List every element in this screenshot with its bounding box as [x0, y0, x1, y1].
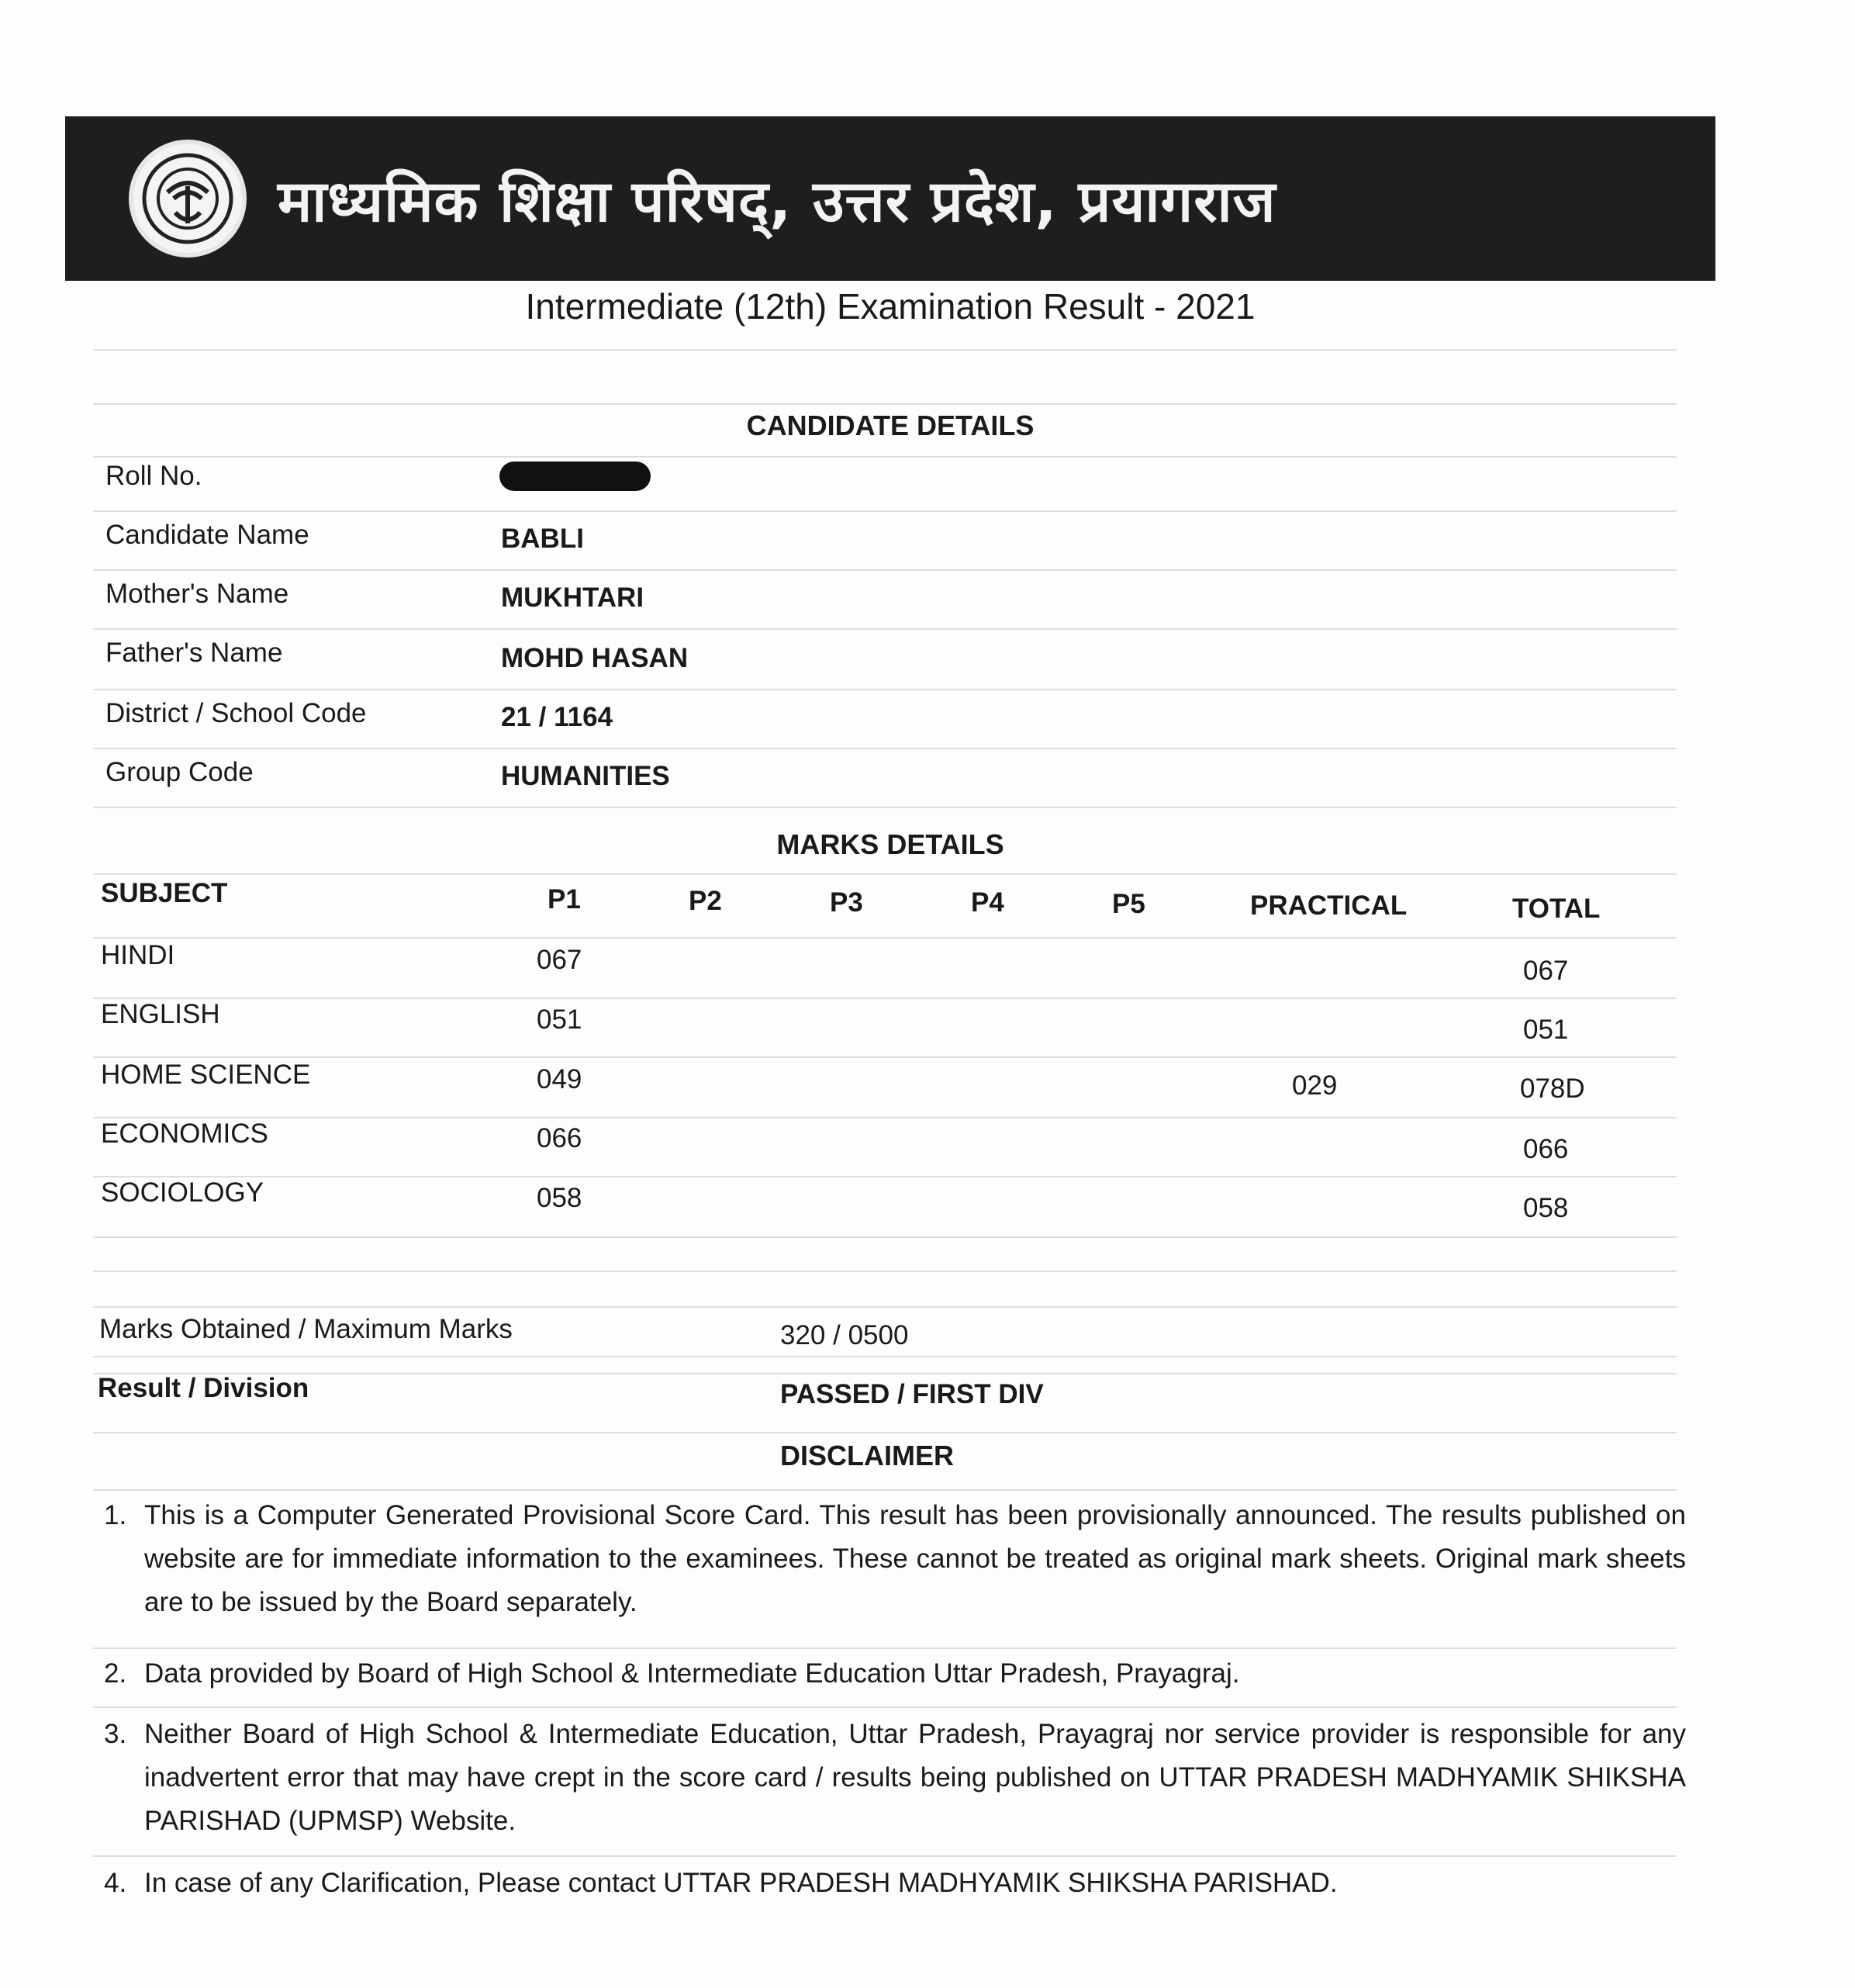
- disclaimer-text: This is a Computer Generated Provisional Score Card. This result has been provisionally announced. The results published on website are for immediate information to the examinees. These cannot be treated as original mark sheets. Original mark sheets are to be issued by the Board separately.: [144, 1500, 1686, 1617]
- father-name-value: MOHD HASAN: [501, 643, 689, 673]
- group-code-label: Group Code: [105, 757, 254, 787]
- divider: [93, 997, 1677, 999]
- divider: [93, 349, 1677, 351]
- divider: [93, 689, 1677, 690]
- divider: [93, 1647, 1677, 1649]
- marks-obtained-value: 320 / 0500: [780, 1320, 909, 1350]
- marks-obtained-label: Marks Obtained / Maximum Marks: [99, 1314, 513, 1344]
- col-header-p1: P1: [548, 884, 581, 914]
- result-division-label: Result / Division: [98, 1373, 309, 1403]
- divider: [93, 1236, 1677, 1238]
- subject-name: HOME SCIENCE: [101, 1060, 311, 1090]
- subject-name: ENGLISH: [101, 999, 220, 1029]
- col-header-p3: P3: [830, 887, 863, 918]
- disclaimer-item: [104, 1713, 1686, 1843]
- divider: [93, 748, 1677, 749]
- disclaimer-text: Neither Board of High School & Intermediate Education, Uttar Pradesh, Prayagraj nor service provider is responsible for any inadvertent error that may have crept in the score card / results being published on UTTAR PRADESH MADHYAMIK SHIKSHA PARISHAD (UPMSP) Website.: [144, 1719, 1686, 1836]
- disclaimer-number: 2.: [104, 1658, 127, 1689]
- divider: [93, 1056, 1677, 1058]
- father-name-label: Father's Name: [105, 638, 283, 668]
- district-school-code-label: District / School Code: [105, 698, 367, 728]
- subject-name: ECONOMICS: [101, 1118, 268, 1149]
- roll-no-label: Roll No.: [105, 461, 202, 491]
- p1-mark: 058: [537, 1183, 582, 1213]
- p1-mark: 066: [537, 1123, 582, 1153]
- col-header-practical: PRACTICAL: [1250, 890, 1408, 921]
- p1-mark: 051: [537, 1004, 582, 1035]
- result-sheet: [65, 116, 1715, 1962]
- subject-name: HINDI: [101, 940, 175, 970]
- divider: [93, 873, 1677, 875]
- result-division-value: PASSED / FIRST DIV: [780, 1379, 1044, 1409]
- total-mark: 067: [1523, 956, 1569, 986]
- disclaimer-number: 1.: [104, 1500, 127, 1530]
- col-header-subject: SUBJECT: [101, 878, 228, 908]
- disclaimer-text: In case of any Clarification, Please contact UTTAR PRADESH MADHYAMIK SHIKSHA PARISHAD.: [144, 1868, 1338, 1898]
- divider: [93, 1432, 1677, 1433]
- col-header-p2: P2: [689, 886, 722, 916]
- divider: [93, 628, 1677, 630]
- candidate-details-title: CANDIDATE DETAILS: [746, 410, 1035, 441]
- total-mark: 051: [1523, 1015, 1569, 1045]
- divider: [93, 1356, 1677, 1357]
- roll-no-redaction: [499, 462, 651, 491]
- disclaimer-item: [104, 1494, 1686, 1624]
- board-seal-icon: [129, 140, 247, 258]
- disclaimer-text: Data provided by Board of High School & Intermediate Education Uttar Pradesh, Prayagraj.: [144, 1658, 1240, 1689]
- exam-title: Intermediate (12th) Examination Result - 2021: [525, 286, 1256, 327]
- divider: [93, 456, 1677, 458]
- divider: [93, 1117, 1677, 1118]
- divider: [93, 1855, 1677, 1857]
- disclaimer-title: DISCLAIMER: [780, 1440, 954, 1471]
- divider: [93, 1373, 1677, 1374]
- divider: [93, 1271, 1677, 1272]
- divider: [93, 937, 1677, 939]
- district-school-code-value: 21 / 1164: [501, 702, 613, 732]
- p1-mark: 067: [537, 945, 582, 975]
- col-header-total: TOTAL: [1512, 894, 1601, 924]
- group-code-value: HUMANITIES: [501, 761, 670, 791]
- divider: [93, 1176, 1677, 1177]
- total-mark: 078D: [1520, 1074, 1585, 1104]
- divider: [93, 510, 1677, 512]
- col-header-p5: P5: [1112, 889, 1145, 919]
- mother-name-label: Mother's Name: [105, 579, 289, 609]
- disclaimer-item: [104, 1862, 1686, 1905]
- divider: [93, 1706, 1677, 1708]
- disclaimer-number: 4.: [104, 1868, 127, 1898]
- disclaimer-item: [104, 1652, 1686, 1696]
- practical-mark: 029: [1292, 1070, 1338, 1101]
- subject-name: SOCIOLOGY: [101, 1177, 264, 1208]
- disclaimer-number: 3.: [104, 1719, 127, 1749]
- col-header-p4: P4: [971, 887, 1004, 918]
- divider: [93, 1489, 1677, 1491]
- divider: [93, 569, 1677, 571]
- divider: [93, 1306, 1677, 1308]
- candidate-name-value: BABLI: [501, 524, 584, 554]
- total-mark: 058: [1523, 1193, 1569, 1223]
- total-mark: 066: [1523, 1134, 1569, 1164]
- candidate-name-label: Candidate Name: [105, 520, 309, 550]
- header-banner: [65, 116, 1715, 281]
- board-name: माध्यमिक शिक्षा परिषद्, उत्तर प्रदेश, प्रयागराज: [278, 168, 1276, 235]
- divider: [93, 807, 1677, 808]
- p1-mark: 049: [537, 1064, 582, 1094]
- mother-name-value: MUKHTARI: [501, 583, 644, 613]
- marks-details-title: MARKS DETAILS: [776, 828, 1004, 860]
- divider: [93, 403, 1677, 405]
